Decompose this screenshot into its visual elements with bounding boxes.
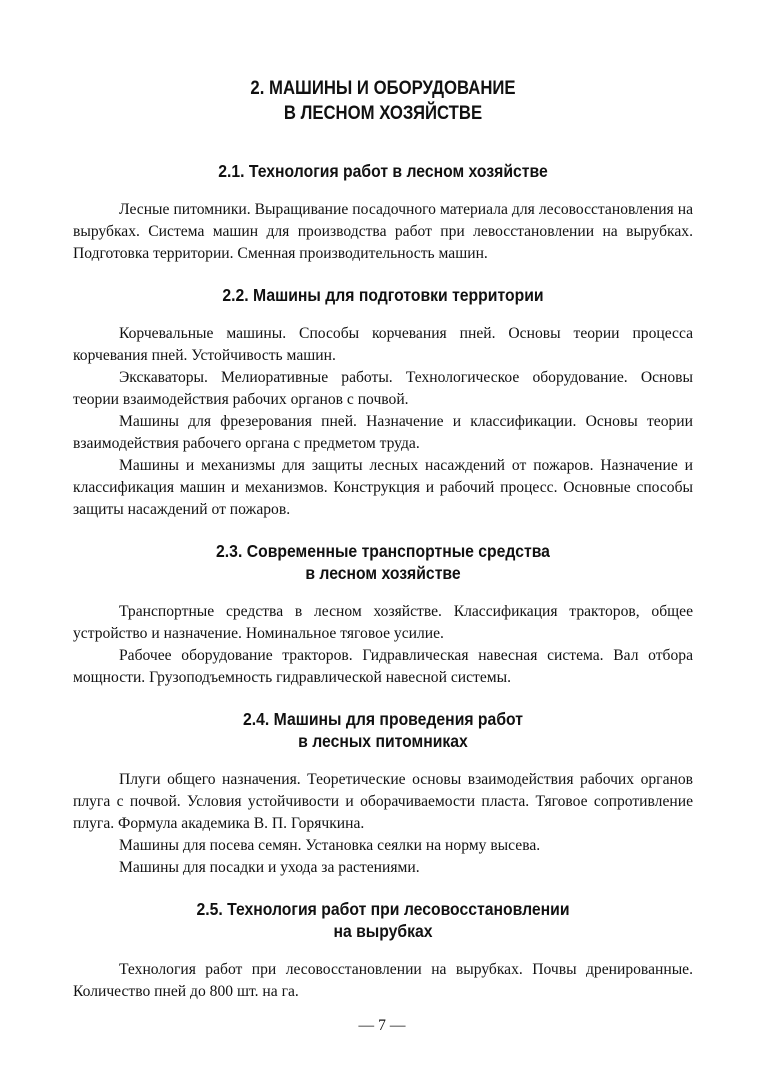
paragraph: Машины для фрезерования пней. Назначение и классификации. Основы теории взаимодействия рабочего органа с предметом труда. xyxy=(73,413,693,452)
page-number xyxy=(0,1016,764,1036)
section-2-1 xyxy=(73,160,693,265)
page-number-value: 7 xyxy=(378,1017,386,1034)
chapter-title-line-1: 2. МАШИНЫ И ОБОРУДОВАНИЕ xyxy=(250,78,516,99)
section-title-line-1: 2.1. Технология работ в лесном хозяйстве xyxy=(218,161,548,181)
chapter-title xyxy=(110,76,656,126)
section-body xyxy=(73,601,693,689)
paragraph: Плуги общего назначения. Теоретические основы взаимодействия рабочих органов плуга с почвой. Условия устойчивости и оборачиваемости пласта. Тяговое сопротивление плуга. Формула академика В. П. Горячкина. xyxy=(73,771,693,832)
paragraph: Лесные питомники. Выращивание посадочного материала для лесовосстановления на вырубках. Система машин для производства работ при левосстановлении на вырубках. Подготовка территории. Сменная производительность машин. xyxy=(73,201,693,262)
paragraph: Машины и механизмы для защиты лесных насаждений от пожаров. Назначение и классификация машин и механизмов. Конструкция и рабочий процесс. Основные способы защиты насаждений от пожаров. xyxy=(73,457,693,518)
section-title-line-2: в лесных питомниках xyxy=(298,731,468,751)
section-title-line-2: на вырубках xyxy=(333,921,433,941)
section-title-line-1: 2.5. Технология работ при лесовосстановлении xyxy=(196,899,570,919)
section-title-line-2: в лесном хозяйстве xyxy=(305,563,461,583)
paragraph: Корчевальные машины. Способы корчевания пней. Основы теории процесса корчевания пней. Устойчивость машин. xyxy=(73,325,693,364)
section-title-line-1: 2.4. Машины для проведения работ xyxy=(242,709,523,729)
page-number-dash-left: — xyxy=(358,1017,375,1034)
section-title-line-1: 2.2. Машины для подготовки территории xyxy=(222,285,544,305)
paragraph: Экскаваторы. Мелиоративные работы. Технологическое оборудование. Основы теории взаимодействия рабочих органов с почвой. xyxy=(73,369,693,408)
section-title xyxy=(104,540,662,584)
section-title xyxy=(104,898,662,942)
chapter-title-line-2: В ЛЕСНОМ ХОЗЯЙСТВЕ xyxy=(283,103,483,124)
page-number-dash-right: — xyxy=(389,1017,406,1034)
paragraph: Машины для посадки и ухода за растениями. xyxy=(119,859,420,876)
section-body xyxy=(73,769,693,879)
paragraph: Рабочее оборудование тракторов. Гидравлическая навесная система. Вал отбора мощности. Грузоподъемность гидравлической навесной системы. xyxy=(73,647,693,686)
section-body xyxy=(73,959,693,1003)
section-title-line-1: 2.3. Современные транспортные средства xyxy=(216,541,550,561)
paragraph: Машины для посева семян. Установка сеялки на норму высева. xyxy=(119,837,541,854)
paragraph: Транспортные средства в лесном хозяйстве. Классификация тракторов, общее устройство и назначение. Номинальное тяговое усилие. xyxy=(73,603,693,642)
section-title xyxy=(104,708,662,752)
section-body xyxy=(73,323,693,521)
section-title xyxy=(104,160,662,182)
section-2-2 xyxy=(73,284,693,521)
section-2-4 xyxy=(73,708,693,879)
paragraph: Технология работ при лесовосстановлении на вырубках. Почвы дренированные. Количество пней до 800 шт. на га. xyxy=(73,961,693,1000)
section-2-3 xyxy=(73,540,693,689)
section-body xyxy=(73,199,693,265)
section-title xyxy=(104,284,662,306)
section-2-5 xyxy=(73,898,693,1003)
page-content xyxy=(73,70,693,1022)
